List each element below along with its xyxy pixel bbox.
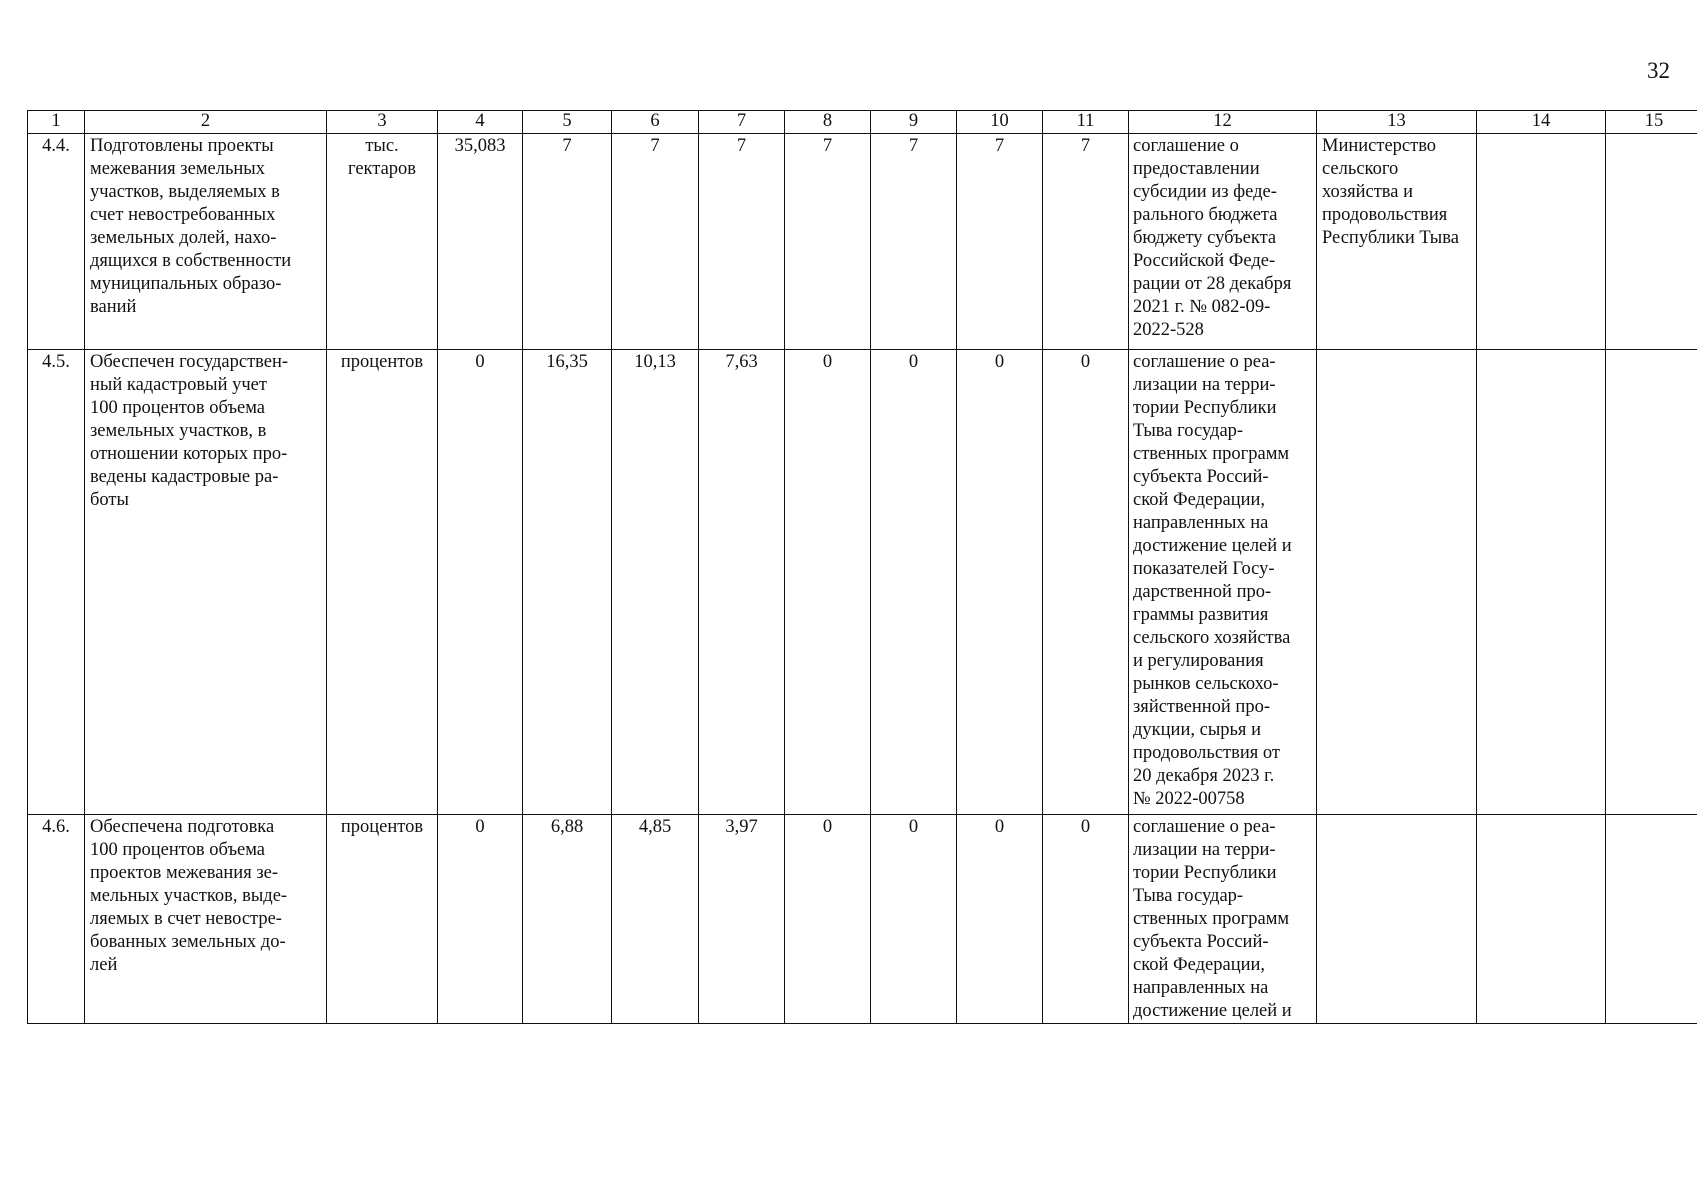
column-number: 15 [1606,111,1697,134]
column-number: 5 [523,111,612,134]
value-cell: 3,97 [699,815,785,1024]
empty-cell [1606,815,1697,1024]
text-line: сельского хозяйства [1133,628,1291,648]
indicator-table [27,110,1697,1024]
value-cell: 0 [438,350,523,815]
text-line: ственных программ [1133,444,1290,464]
value-cell: 7 [785,134,871,350]
table-row [28,134,1697,350]
responsible-party [1317,815,1477,1024]
text-line: ляемых в счет невостре- [90,909,282,929]
text-line: направленных на [1133,513,1269,533]
basis-document [1129,134,1317,350]
text-line: Тыва государ- [1133,886,1244,906]
value-cell: 16,35 [523,350,612,815]
value-cell: 0 [871,350,957,815]
value-cell: 0 [871,815,957,1024]
text-line: субсидии из феде- [1133,182,1277,202]
column-number: 12 [1129,111,1317,134]
text-line: № 2022-00758 [1133,789,1245,809]
text-line: дукции, сырья и [1133,720,1261,740]
unit [327,350,438,815]
text-line: рального бюджета [1133,205,1278,225]
text-line: межевания земельных [90,159,265,179]
text-line: предоставлении [1133,159,1260,179]
table-row [28,815,1697,1024]
text-line: земельных долей, нахо- [90,228,277,248]
column-number: 3 [327,111,438,134]
empty-cell [1606,350,1697,815]
table-row [28,350,1697,815]
text-line: тории Республики [1133,398,1277,418]
value-cell: 7,63 [699,350,785,815]
value-cell: 7 [871,134,957,350]
value-cell: 10,13 [612,350,699,815]
unit [327,815,438,1024]
text-line: мельных участков, выде- [90,886,288,906]
text-line: тории Республики [1133,863,1277,883]
text-line: показателей Госу- [1133,559,1275,579]
text-line: продовольствия от [1133,743,1280,763]
text-line: процентов [340,352,424,372]
text-line: субъекта Россий- [1133,932,1269,952]
text-line: гектаров [347,159,417,179]
empty-cell [1477,815,1606,1024]
text-line: 20 декабря 2023 г. [1133,766,1275,786]
basis-document [1129,815,1317,1024]
text-line: соглашение о [1133,136,1239,156]
text-line: ваний [90,297,137,317]
indicator-name [85,350,327,815]
text-line: рации от 28 декабря [1133,274,1292,294]
text-line: Обеспечена подготовка [90,817,275,837]
value-cell: 0 [957,815,1043,1024]
indicator-name [85,815,327,1024]
text-line: 2021 г. № 082-09- [1133,297,1271,317]
column-number-row [28,111,1697,134]
value-cell: 6,88 [523,815,612,1024]
text-line: дарственной про- [1133,582,1272,602]
column-number: 2 [85,111,327,134]
value-cell: 0 [438,815,523,1024]
text-line: 100 процентов объема [90,398,266,418]
text-line: дящихся в собственности [90,251,292,271]
text-line: соглашение о реа- [1133,352,1276,372]
text-line: Обеспечен государствен- [90,352,289,372]
basis-document [1129,350,1317,815]
text-line: Тыва государ- [1133,421,1244,441]
item-number: 4.5. [28,350,85,815]
text-line: бованных земельных до- [90,932,286,952]
text-line: сельского [1322,159,1399,179]
text-line: рынков сельскохо- [1133,674,1279,694]
value-cell: 4,85 [612,815,699,1024]
item-number: 4.4. [28,134,85,350]
column-number: 9 [871,111,957,134]
text-line: и регулирования [1133,651,1264,671]
responsible-party [1317,350,1477,815]
column-number: 7 [699,111,785,134]
column-number: 6 [612,111,699,134]
text-line: участков, выделяемых в [90,182,280,202]
text-line: Министерство [1322,136,1437,156]
value-cell: 0 [785,350,871,815]
value-cell: 0 [1043,350,1129,815]
column-number: 10 [957,111,1043,134]
text-line: боты [90,490,129,510]
text-line: хозяйства и [1322,182,1414,202]
text-line: Подготовлены проекты [90,136,274,156]
value-cell: 0 [1043,815,1129,1024]
text-line: Республики Тыва [1322,228,1459,248]
text-line: лизации на терри- [1133,375,1276,395]
text-line: ный кадастровый учет [90,375,267,395]
column-number: 1 [28,111,85,134]
unit [327,134,438,350]
value-cell: 35,083 [438,134,523,350]
text-line: соглашение о реа- [1133,817,1276,837]
text-line: процентов [340,817,424,837]
text-line: субъекта Россий- [1133,467,1269,487]
empty-cell [1477,134,1606,350]
text-line: зяйственной про- [1133,697,1270,717]
value-cell: 0 [785,815,871,1024]
value-cell: 7 [1043,134,1129,350]
text-line: бюджету субъекта [1133,228,1277,248]
column-number: 4 [438,111,523,134]
text-line: земельных участков, в [90,421,267,441]
text-line: ведены кадастровые ра- [90,467,279,487]
text-line: Российской Феде- [1133,251,1276,271]
text-line: ской Федерации, [1133,490,1266,510]
text-line: ской Федерации, [1133,955,1266,975]
text-line: тыс. [365,136,399,156]
text-line: 100 процентов объема [90,840,266,860]
text-line: 2022-528 [1133,320,1204,340]
text-line: граммы развития [1133,605,1269,625]
text-line: лей [90,955,118,975]
value-cell: 7 [612,134,699,350]
text-line: отношении которых про- [90,444,288,464]
text-line: лизации на терри- [1133,840,1276,860]
text-line: достижение целей и [1133,536,1292,556]
column-number: 14 [1477,111,1606,134]
page-number: 32 [1647,58,1670,83]
value-cell: 7 [699,134,785,350]
text-line: ственных программ [1133,909,1290,929]
text-line: достижение целей и [1133,1001,1292,1021]
text-line: счет невостребованных [90,205,276,225]
empty-cell [1477,350,1606,815]
value-cell: 7 [957,134,1043,350]
responsible-party [1317,134,1477,350]
text-line: продовольствия [1322,205,1448,225]
column-number: 11 [1043,111,1129,134]
item-number: 4.6. [28,815,85,1024]
column-number: 8 [785,111,871,134]
text-line: проектов межевания зе- [90,863,279,883]
value-cell: 7 [523,134,612,350]
indicator-name [85,134,327,350]
value-cell: 0 [957,350,1043,815]
empty-cell [1606,134,1697,350]
text-line: направленных на [1133,978,1269,998]
column-number: 13 [1317,111,1477,134]
text-line: муниципальных образо- [90,274,282,294]
